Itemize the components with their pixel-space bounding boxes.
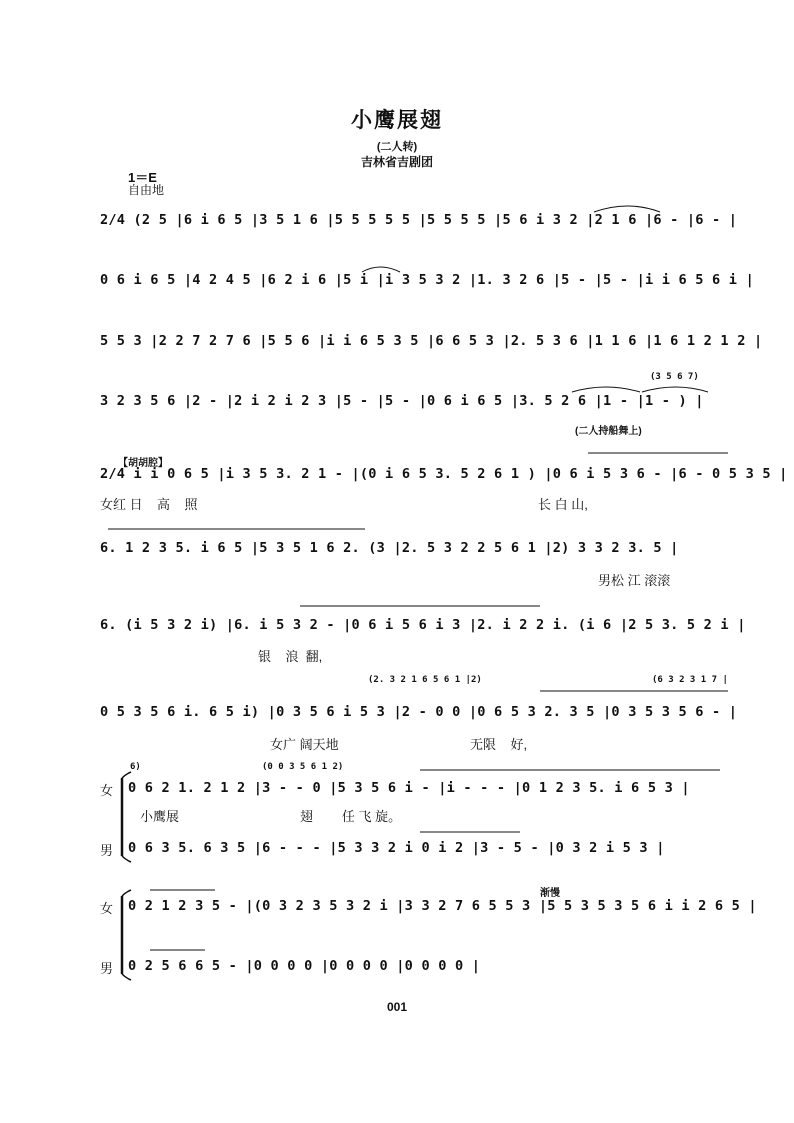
lyric-6: 无限 好, <box>470 737 528 752</box>
score-line-7: 6. (i 5 3 2 i) |6. i 5 3 2 - |0 6 i 5 6 i 3 |2. i 2 2 i. (i 6 |2 5 3. 5 2 i | <box>100 617 746 633</box>
male-voice-label: 男 <box>100 843 114 858</box>
score-line-6: 6. 1 2 3 5. i 6 5 |5 3 5 1 6 2. (3 |2. 5 3 2 2 5 6 1 |2) 3 3 2 3. 5 | <box>100 540 679 556</box>
annotation-cue-2: (6 3 2 3 1 7 | <box>652 675 728 685</box>
tempo-change: 渐慢 <box>540 888 560 899</box>
page-number: 001 <box>386 1000 408 1014</box>
lyric-5: 女广 阔天地 <box>270 737 339 752</box>
lyric-3: 男松 江 滚滚 <box>598 573 671 588</box>
score-line-11: 0 2 1 2 3 5 - |(0 3 2 3 5 3 2 i |3 3 2 7 6 5 5 3 |5 5 3 5 3 5 6 i i 2 6 5 | <box>128 898 757 914</box>
score-line-3: 5 5 3 |2 2 7 2 7 6 |5 5 6 |i i 6 5 3 5 |6 6 5 3 |2. 5 3 6 |1 1 6 |1 6 1 2 1 2 | <box>100 333 763 349</box>
female-voice-label: 女 <box>100 783 114 798</box>
score-line-8: 0 5 3 5 6 i. 6 5 i) |0 3 5 6 i 5 3 |2 - 0 0 |0 6 5 3 2. 3 5 |0 3 5 3 5 6 - | <box>100 704 738 720</box>
system-bracket <box>122 890 131 896</box>
key-signature: 1＝E <box>128 170 157 185</box>
lyric-2: 长 白 山, <box>538 497 588 512</box>
annotation-cue-3: 6) <box>130 762 141 772</box>
slur-mark <box>362 267 400 272</box>
female-voice-label-2: 女 <box>100 901 114 916</box>
slur-mark <box>594 206 660 212</box>
system-bracket <box>122 772 131 778</box>
lyric-7: 小鹰展 <box>140 809 180 824</box>
score-line-1: 2/4 (2 5 |6 i 6 5 |3 5 1 6 |5 5 5 5 5 |5 5 5 5 |5 6 i 3 2 |2 1 6 |6 - |6 - | <box>100 212 738 228</box>
slur-mark <box>642 387 708 392</box>
score-line-10: 0 6 3 5. 6 3 5 |6 - - - |5 3 3 2 i 0 i 2 |3 - 5 - |0 3 2 i 5 3 | <box>128 840 665 856</box>
annotation-cue-4: (0 0 3 5 6 1 2) <box>262 762 344 772</box>
score-line-9: 0 6 2 1. 2 1 2 |3 - - 0 |5 3 5 6 i - |i - - - |0 1 2 3 5. i 6 5 3 | <box>128 780 690 796</box>
male-voice-label-2: 男 <box>100 961 114 976</box>
system-bracket <box>122 974 131 980</box>
annotation-3567: (3 5 6 7) <box>650 372 699 382</box>
score-line-2: 0 6 i 6 5 |4 2 4 5 |6 2 i 6 |5 i |i 3 5 3 2 |1. 3 2 6 |5 - |5 - |i i 6 5 6 i | <box>100 272 754 288</box>
score-line-12: 0 2 5 6 6 5 - |0 0 0 0 |0 0 0 0 |0 0 0 0 | <box>128 958 481 974</box>
system-bracket <box>122 856 131 862</box>
lyric-8: 翅 任 飞 旋。 <box>300 809 402 824</box>
annotation-cue-1: (2. 3 2 1 6 5 6 1 |2) <box>368 675 482 685</box>
lyric-4: 银 浪 翻, <box>258 649 323 664</box>
tune-name: 【胡胡腔】 <box>118 458 168 469</box>
song-title: 小鹰展翅 <box>351 107 443 132</box>
slur-mark <box>572 387 640 392</box>
stage-direction: (二人持船舞上) <box>575 426 642 437</box>
tempo-marking: 自由地 <box>128 183 165 197</box>
author: 吉林省吉剧团 <box>360 155 433 169</box>
subtitle: (二人转) <box>376 141 418 153</box>
score-line-4: 3 2 3 5 6 |2 - |2 i 2 i 2 3 |5 - |5 - |0 6 i 6 5 |3. 5 2 6 |1 - |1 - ) | <box>100 393 704 409</box>
score-line-5: 2/4 i i 0 6 5 |i 3 5 3. 2 1 - |(0 i 6 5 3. 5 2 6 1 ) |0 6 i 5 3 6 - |6 - 0 5 3 5 | <box>100 466 788 482</box>
lyric-1: 女红 日 高 照 <box>100 497 198 512</box>
